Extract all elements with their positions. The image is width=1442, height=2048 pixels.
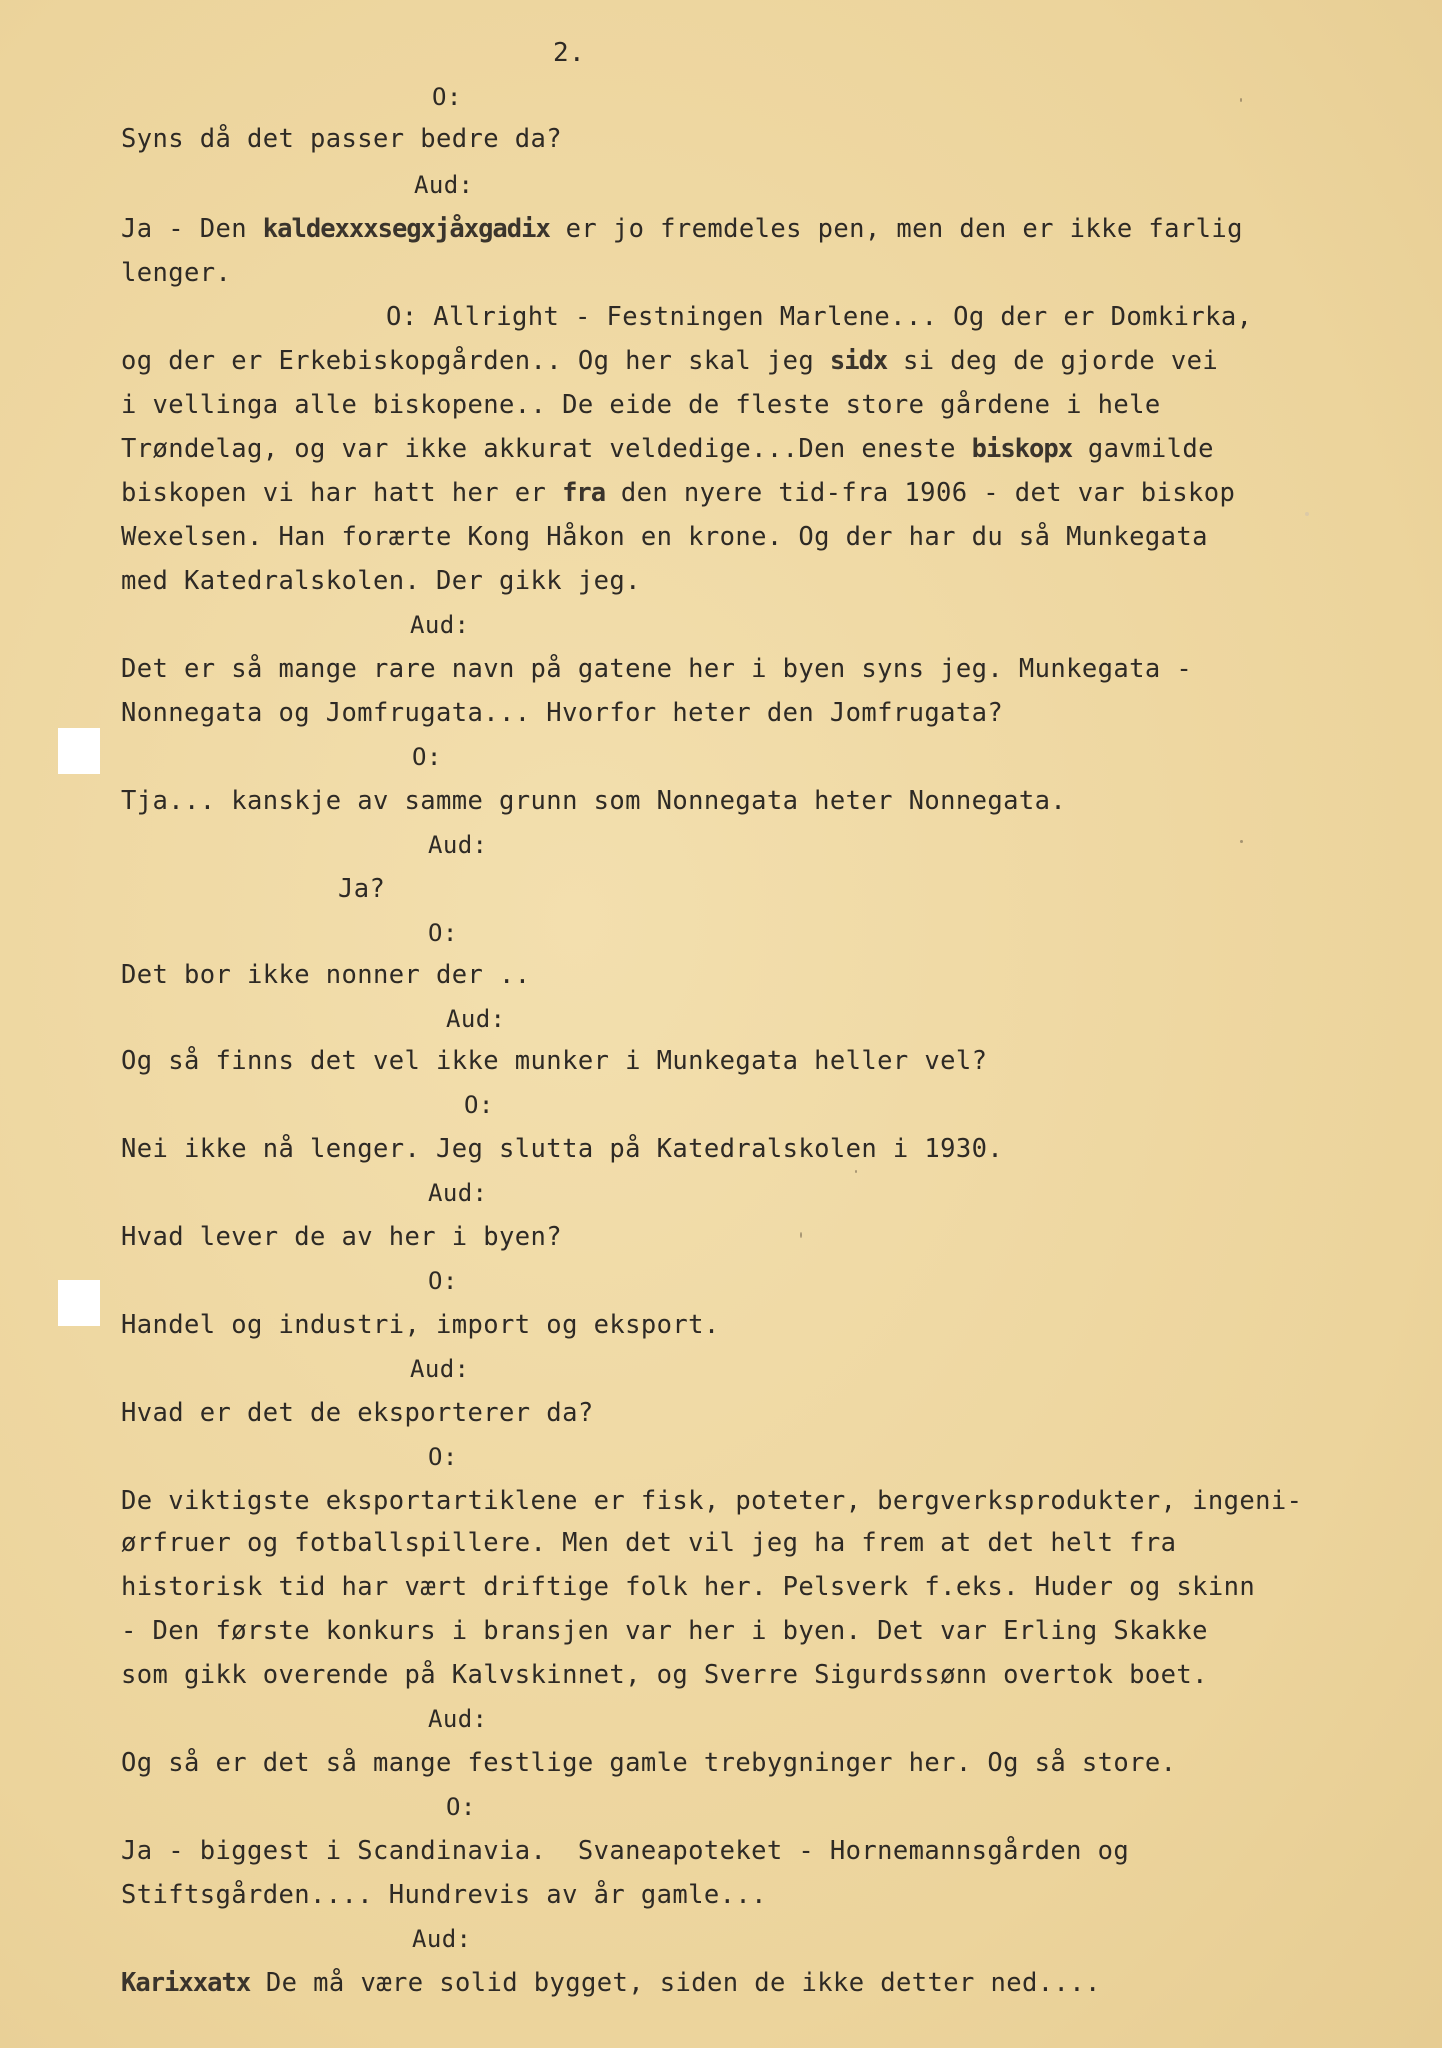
- dialogue-line: Hvad er det de eksporterer da?: [121, 1398, 594, 1428]
- speaker-label: O:: [428, 1443, 458, 1471]
- struck-out-text: kaldexxxsegxjåxgadix: [262, 214, 550, 244]
- dialogue-line: biskopen vi har hatt her er fra den nyere tid-fra 1906 - det var biskop: [121, 478, 1236, 508]
- struck-out-text: fra: [562, 478, 606, 508]
- dialogue-line: med Katedralskolen. Der gikk jeg.: [121, 566, 641, 596]
- speaker-label: Aud:: [446, 1005, 506, 1033]
- dialogue-line: Ja?: [338, 874, 386, 904]
- dialogue-line: Det er så mange rare navn på gatene her i byen syns jeg. Munkegata -: [121, 654, 1193, 684]
- speaker-label: Aud:: [410, 1355, 470, 1383]
- paper-speck: [1305, 512, 1309, 516]
- dialogue-line: - Den første konkurs i bransjen var her i byen. Det var Erling Skakke: [121, 1616, 1208, 1646]
- struck-out-text: sidx: [829, 346, 888, 376]
- dialogue-line: Nonnegata og Jomfrugata... Hvorfor heter den Jomfrugata?: [121, 698, 1004, 728]
- speaker-label: O:: [432, 83, 462, 111]
- dialogue-line: Og så finns det vel ikke munker i Munkegata heller vel?: [121, 1046, 988, 1076]
- paper-speck: [1240, 840, 1243, 843]
- dialogue-line: Og så er det så mange festlige gamle trebygninger her. Og så store.: [121, 1748, 1177, 1778]
- speaker-label: O:: [446, 1793, 476, 1821]
- dialogue-line: Ja - Den kaldexxxsegxjåxgadix er jo fremdeles pen, men den er ikke farlig: [121, 214, 1243, 244]
- dialogue-line: Tja... kanskje av samme grunn som Nonnegata heter Nonnegata.: [121, 786, 1067, 816]
- dialogue-line: Det bor ikke nonner der ..: [121, 960, 531, 990]
- dialogue-line: Syns då det passer bedre da?: [121, 124, 563, 154]
- paper-speck: [1240, 98, 1242, 102]
- white-margin-mark: [58, 728, 100, 774]
- dialogue-line: Nei ikke nå lenger. Jeg slutta på Katedralskolen i 1930.: [121, 1134, 1004, 1164]
- dialogue-line: Wexelsen. Han forærte Kong Håkon en krone. Og der har du så Munkegata: [121, 522, 1208, 552]
- dialogue-line: Stiftsgården.... Hundrevis av år gamle...: [121, 1880, 767, 1910]
- dialogue-line: ørfruer og fotballspillere. Men det vil jeg ha frem at det helt fra: [121, 1528, 1177, 1558]
- speaker-label: O:: [464, 1091, 494, 1119]
- speaker-label: Aud:: [412, 1925, 472, 1953]
- speaker-label: Aud:: [428, 1705, 488, 1733]
- dialogue-line: og der er Erkebiskopgården.. Og her skal jeg sidx si deg de gjorde vei: [121, 346, 1219, 376]
- dialogue-line: som gikk overende på Kalvskinnet, og Sverre Sigurdssønn overtok boet.: [121, 1660, 1208, 1690]
- dialogue-line: historisk tid har vært driftige folk her. Pelsverk f.eks. Huder og skinn: [121, 1572, 1256, 1602]
- dialogue-line: Handel og industri, import og eksport.: [121, 1310, 720, 1340]
- dialogue-line: i vellinga alle biskopene.. De eide de fleste store gårdene i hele: [121, 390, 1161, 420]
- speaker-label: O:: [428, 1267, 458, 1295]
- paper-speck: [855, 1170, 857, 1173]
- speaker-label: O:: [428, 919, 458, 947]
- struck-out-text: biskopx: [971, 434, 1073, 464]
- dialogue-line: O: Allright - Festningen Marlene... Og der er Domkirka,: [386, 302, 1253, 332]
- speaker-label: Aud:: [410, 611, 470, 639]
- paper-speck: [800, 1232, 802, 1238]
- white-margin-mark: [58, 1280, 100, 1326]
- dialogue-line: Hvad lever de av her i byen?: [121, 1222, 563, 1252]
- speaker-label: O:: [412, 743, 442, 771]
- speaker-label: Aud:: [414, 171, 474, 199]
- speaker-label: Aud:: [428, 1179, 488, 1207]
- page-number: 2.: [553, 38, 586, 68]
- dialogue-line: De viktigste eksportartiklene er fisk, poteter, bergverksprodukter, ingeni-: [121, 1486, 1303, 1516]
- dialogue-line: Karixxatx De må være solid bygget, siden de ikke detter ned....: [121, 1968, 1101, 1998]
- dialogue-line: Trøndelag, og var ikke akkurat veldedige...Den eneste biskopx gavmilde: [121, 434, 1214, 464]
- dialogue-line: lenger.: [121, 258, 232, 288]
- dialogue-line: Ja - biggest i Scandinavia. Svaneapoteket - Hornemannsgården og: [121, 1836, 1130, 1866]
- speaker-label: Aud:: [428, 831, 488, 859]
- struck-out-text: Karixxatx: [121, 1968, 251, 1998]
